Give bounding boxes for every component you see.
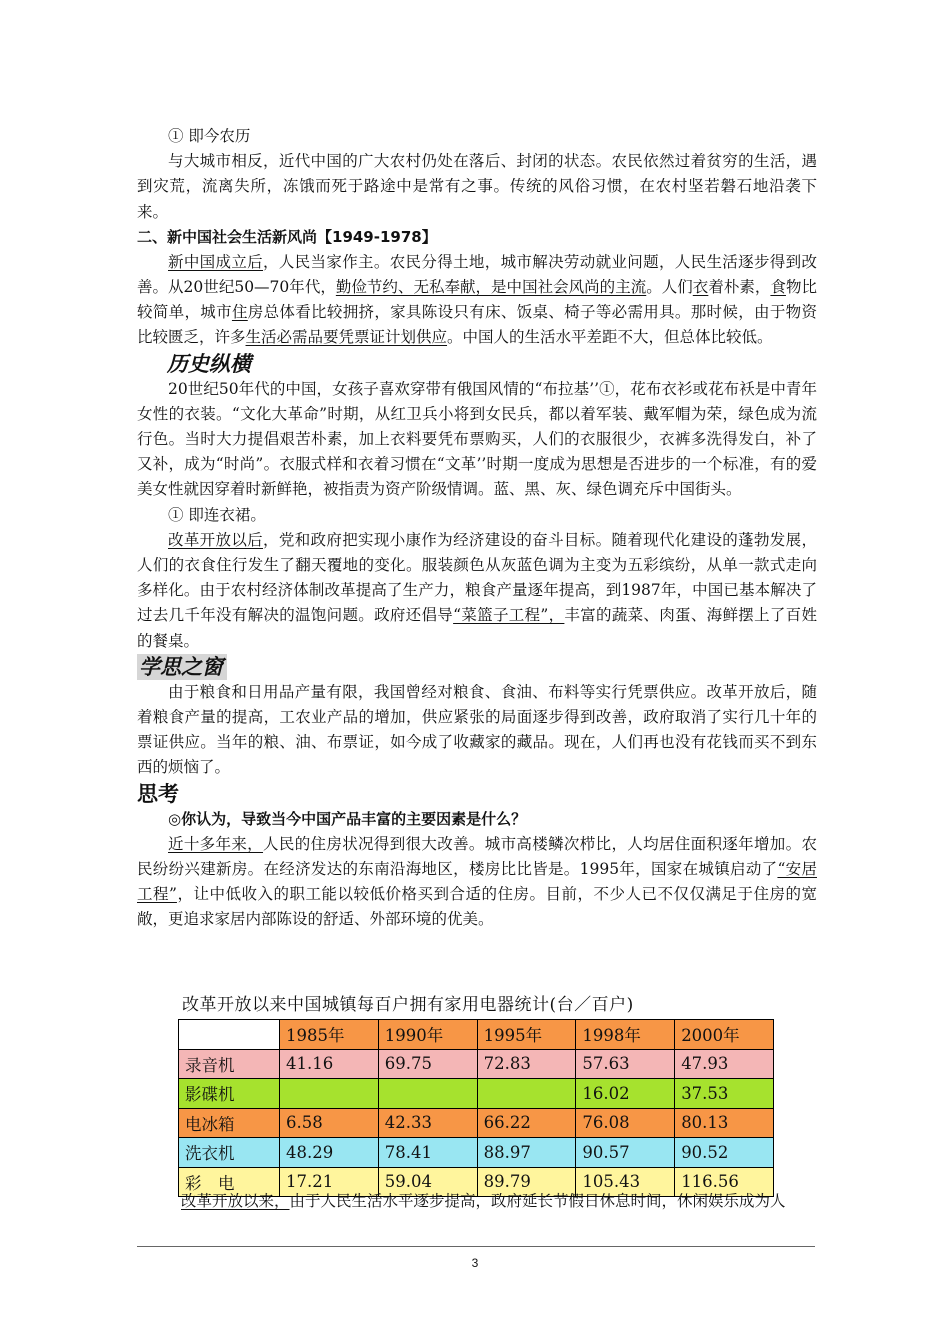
paragraph-housing: 近十多年来，人民的住房状况得到很大改善。城市高楼鳞次栉比，人均居住面积逐年增加。农民纷纷兴建新房。在经济发达的东南沿海地区，楼房比比皆是。1995年，国家在城镇启动了“安居工程”，让中低收入的职工能以较低价格买到合适的住房。目前，不少人已不仅仅满足于住房的宽敞，更追求家居内部陈设的舒适、外部环境的优美。 (137, 834, 817, 929)
table-cell: 57.63 (576, 1049, 675, 1079)
header-year-cell: 1998年 (576, 1020, 675, 1050)
table-cell (280, 1079, 379, 1109)
body-text-top (137, 124, 817, 932)
table-cell: 16.02 (576, 1079, 675, 1109)
header-corner-cell (179, 1020, 280, 1050)
header-year-cell: 1985年 (280, 1020, 379, 1050)
table-cell: 6.58 (280, 1108, 379, 1138)
table-cell: 17.21 (280, 1167, 379, 1197)
banner-study: 学思之窗 (137, 654, 817, 680)
row-label-cell: 录音机 (179, 1049, 280, 1079)
table-cell: 116.56 (675, 1167, 774, 1197)
table-cell: 72.83 (477, 1049, 576, 1079)
paragraph-clothing-history: 20世纪50年代的中国，女孩子喜欢穿带有俄国风情的“布拉基’’①，花布衣衫或花布袄是中青年女性的衣装。“文化大革命”时期，从红卫兵小将到女民兵，都以着军装、戴军帽为荣，绿色成为流行色。当时大力提倡艰苦朴素，加上衣料要凭布票购买，人们的衣服很少，衣裤多洗得发白，补了又补，成为“时尚”。衣服式样和衣着习惯在“文革’’时期一度成为思想是否进步的一个标准，有的爱美女性就因穿着时新鲜艳，被指责为资产阶级情调。蓝、黑、灰、绿色调充斥中国街头。 (137, 379, 817, 499)
table-cell: 66.22 (477, 1108, 576, 1138)
row-label-cell: 电冰箱 (179, 1108, 280, 1138)
table-row (179, 1138, 774, 1168)
table-row (179, 1108, 774, 1138)
table-cell: 69.75 (378, 1049, 477, 1079)
paragraph-rural: 与大城市相反，近代中国的广大农村仍处在落后、封闭的状态。农民依然过着贫穷的生活，遇到灾荒，流离失所，冻饿而死于路途中是常有之事。传统的风俗习惯，在农村坚若磐石地沿袭下来。 (137, 152, 817, 221)
banner-history: 历史纵横 (167, 351, 251, 376)
table-caption-wrap (137, 993, 817, 1017)
table-cell: 41.16 (280, 1049, 379, 1079)
appliance-table (178, 1019, 774, 1197)
body-text-bottom (137, 1189, 817, 1214)
table-cell: 80.13 (675, 1108, 774, 1138)
table-row (179, 1049, 774, 1079)
row-label-cell: 洗衣机 (179, 1138, 280, 1168)
header-year-cell: 2000年 (675, 1020, 774, 1050)
think-question: ◎你认为，导致当今中国产品丰富的主要因素是什么？ (168, 809, 527, 828)
paragraph-reform: 改革开放以后，党和政府把实现小康作为经济建设的奋斗目标。随着现代化建设的蓬勃发展，人们的衣食住行发生了翻天覆地的变化。服装颜色从灰蓝色调为主变为五彩缤纷，从单一款式走向多样化。由于农村经济体制改革提高了生产力，粮食产量逐年提高，到1987年，中国已基本解决了过去几千年没有解决的温饱问题。政府还倡导“菜篮子工程”，丰富的蔬菜、肉蛋、海鲜摆上了百姓的餐桌。 (137, 530, 817, 650)
paragraph-ration-tickets: 由于粮食和日用品产量有限，我国曾经对粮食、食油、布料等实行凭票供应。改革开放后，随着粮食产量的提高，工农业产品的增加，供应紧张的局面逐步得到改善，政府取消了实行几十年的票证供应。当年的粮、油、布票证，如今成了收藏家的藏品。现在，人们再也没有花钱而买不到东西的烦恼了。 (137, 682, 817, 777)
footer-divider (137, 1246, 815, 1247)
footnote-dress: ① 即连衣裙。 (168, 505, 266, 524)
table-cell (378, 1079, 477, 1109)
table-row (179, 1079, 774, 1109)
table-cell (477, 1079, 576, 1109)
header-year-cell: 1990年 (378, 1020, 477, 1050)
table-cell: 78.41 (378, 1138, 477, 1168)
row-label-cell: 影碟机 (179, 1079, 280, 1109)
paragraph-leisure: 改革开放以来，由于人民生活水平逐步提高，政府延长节假日休息时间，休闲娱乐成为人 (181, 1192, 786, 1210)
table-cell: 90.57 (576, 1138, 675, 1168)
table-cell: 47.93 (675, 1049, 774, 1079)
table-cell: 89.79 (477, 1167, 576, 1197)
table-cell: 42.33 (378, 1108, 477, 1138)
header-year-cell: 1995年 (477, 1020, 576, 1050)
table-cell: 48.29 (280, 1138, 379, 1168)
paragraph-new-china: 新中国成立后，人民当家作主。农民分得土地，城市解决劳动就业问题，人民生活逐步得到改善。从20世纪50—70年代，勤俭节约、无私奉献，是中国社会风尚的主流。人们衣着朴素，食物比较简单，城市住房总体看比较拥挤，家具陈设只有床、饭桌、椅子等必需用具。那时候，由于物资比较匮乏，许多生活必需品要凭票证计划供应。中国人的生活水平差距不大，但总体比较低。 (137, 252, 817, 347)
footnote-lunar: ① 即今农历 (168, 127, 251, 145)
table-cell: 90.52 (675, 1138, 774, 1168)
table-header-row (179, 1020, 774, 1050)
table-cell: 88.97 (477, 1138, 576, 1168)
table-cell: 37.53 (675, 1079, 774, 1109)
page-number: 3 (471, 1256, 479, 1270)
table-cell: 59.04 (378, 1167, 477, 1197)
section-title-new-china: 二、新中国社会生活新风尚【1949-1978】 (137, 227, 437, 246)
row-label-cell: 彩 电 (179, 1167, 280, 1197)
table-cell: 76.08 (576, 1108, 675, 1138)
think-title: 思考 (137, 781, 179, 806)
table-title: 改革开放以来中国城镇每百户拥有家用电器统计(台／百户) (182, 995, 634, 1015)
table-cell: 105.43 (576, 1167, 675, 1197)
